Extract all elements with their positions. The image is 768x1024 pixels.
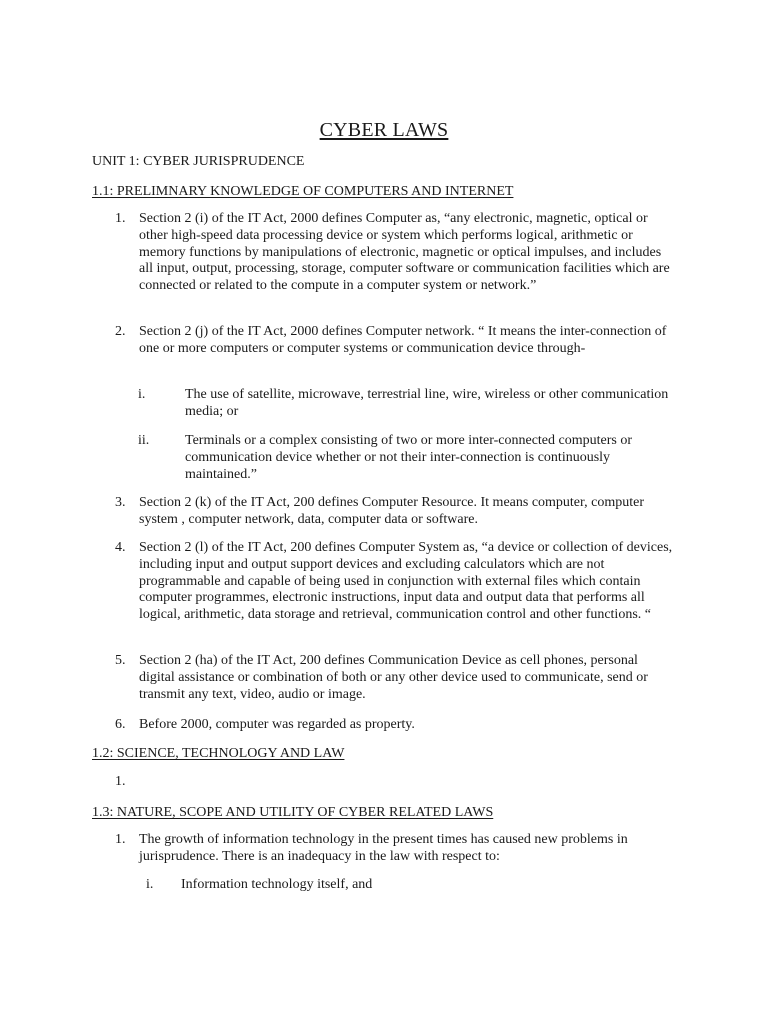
list-item-text: Section 2 (l) of the IT Act, 200 defines Computer System as, “a device or collection of devices, including input and output support devices and excluding calculators which are not programmable and capable of being used in conjunction with external files which contain computer programmes, electronic instructions, input data and output data that performs all logical, arithmetic, data storage and retrieval, communication control and other functions. “ <box>139 540 673 623</box>
document-title: CYBER LAWS <box>319 119 449 141</box>
section-heading-1-2: 1.2: SCIENCE, TECHNOLOGY AND LAW <box>92 746 345 761</box>
list-item-text: Section 2 (k) of the IT Act, 200 defines Computer Resource. It means computer, computer system , computer network, data, computer data or software. <box>139 495 644 527</box>
sub-list-item-text: Terminals or a complex consisting of two or more inter-connected computers or communication device whether or not their inter-connection is continuously maintained.” <box>185 433 632 482</box>
list-item-number: 1. <box>115 832 126 847</box>
list-item-text: Before 2000, computer was regarded as property. <box>139 717 415 732</box>
sub-list-item-text: The use of satellite, microwave, terrestrial line, wire, wireless or other communication media; or <box>185 387 669 419</box>
list-item-number: 4. <box>115 540 126 555</box>
list-item-text: Section 2 (j) of the IT Act, 2000 defines Computer network. “ It means the inter-connection of one or more computers or computer systems or communication device through- <box>139 324 667 356</box>
list-item-text: Section 2 (ha) of the IT Act, 200 defines Communication Device as cell phones, personal digital assistance or combination of both or any other device used to communicate, send or transmit any text, video, audio or image. <box>139 653 648 702</box>
unit-heading: UNIT 1: CYBER JURISPRUDENCE <box>92 154 305 169</box>
section-heading-1-3: 1.3: NATURE, SCOPE AND UTILITY OF CYBER RELATED LAWS <box>92 805 494 820</box>
list-item-text: The growth of information technology in the present times has caused new problems in jurisprudence. There is an inadequacy in the law with respect to: <box>139 832 628 864</box>
sub-list-item-text: Information technology itself, and <box>181 877 373 892</box>
list-item-number: 3. <box>115 495 126 510</box>
list-item-number: 2. <box>115 324 126 339</box>
list-item-number: 6. <box>115 717 126 732</box>
section-heading-1-1: 1.1: PRELIMNARY KNOWLEDGE OF COMPUTERS AND INTERNET <box>92 184 514 199</box>
list-item-number: 1. <box>115 211 126 226</box>
list-item-text: Section 2 (i) of the IT Act, 2000 defines Computer as, “any electronic, magnetic, optical or other high-speed data processing device or system which performs logical, arithmetic or memory functions by manipulations of electronic, magnetic or optical impulses, and includes all input, output, processing, storage, computer software or communication facilities which are connected or related to the compute in a computer system or network.” <box>139 211 670 294</box>
sub-list-item-number: i. <box>146 877 154 892</box>
list-item-number: 1. <box>115 774 126 789</box>
list-item-number: 5. <box>115 653 126 668</box>
sub-list-item-number: i. <box>138 387 146 402</box>
sub-list-item-number: ii. <box>138 433 150 448</box>
